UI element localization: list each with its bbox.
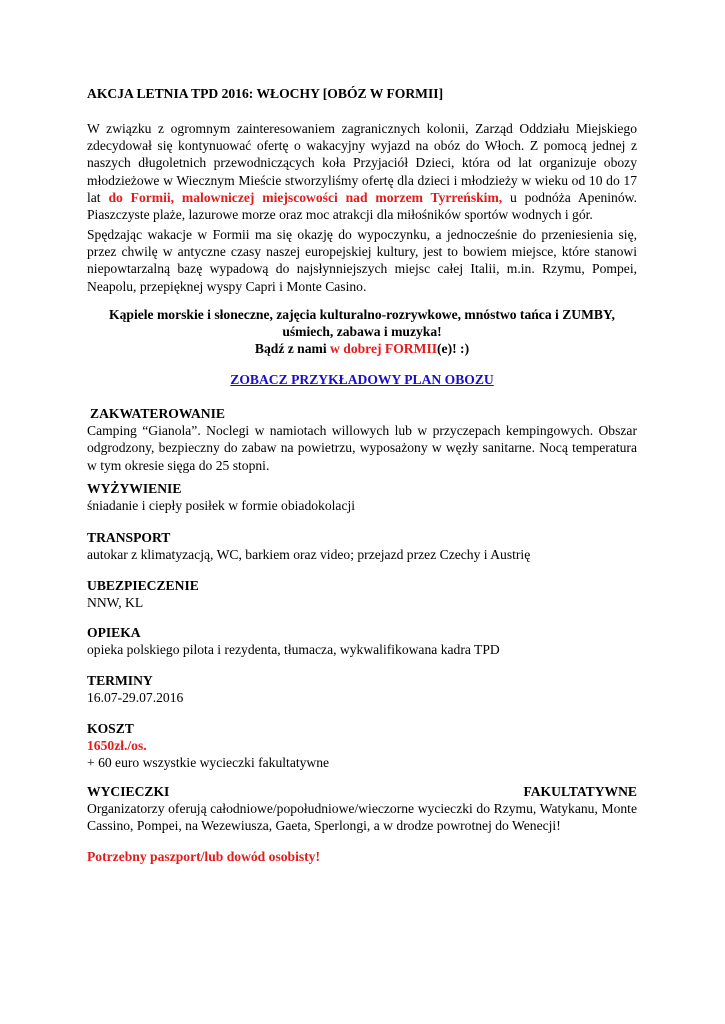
section-wyzywienie bbox=[87, 480, 637, 514]
section-heading: UBEZPIECZENIE bbox=[87, 578, 199, 593]
intro-text-after: u podnóża Apeninów. Piaszczyste plaże, lazurowe morze oraz moc atrakcji dla miłośników sportów wodnych i gór. bbox=[87, 189, 637, 223]
section-text: Organizatorzy oferują całodniowe/popołudniowe/wieczorne wycieczki do Rzymu, Watykanu, Monte Cassino, Pompei, na Wezewiusza, Gaeta, Sperlongi, a w drodze powrotnej do Wenecji! bbox=[87, 801, 637, 834]
section-opieka bbox=[87, 624, 637, 658]
section-heading: TERMINY bbox=[87, 673, 153, 688]
section-transport bbox=[87, 529, 637, 563]
slogan-line-3-after: (e)! :) bbox=[437, 341, 470, 357]
price-extra: + 60 euro wszystkie wycieczki fakultatywne bbox=[87, 755, 330, 771]
plan-link[interactable]: ZOBACZ PRZYKŁADOWY PLAN OBOZU bbox=[230, 372, 494, 387]
slogan-block bbox=[87, 306, 637, 358]
document-title: AKCJA LETNIA TPD 2016: WŁOCHY [OBÓZ W FORMII] bbox=[87, 86, 444, 101]
slogan-line-3-red: w dobrej FORMII bbox=[330, 341, 438, 357]
section-wycieczki bbox=[87, 783, 637, 835]
intro-highlight: do Formii, malowniczej miejscowości nad morzem Tyrreńskim, bbox=[108, 189, 503, 205]
section-heading: TRANSPORT bbox=[87, 530, 171, 545]
section-text: 16.07-29.07.2016 bbox=[87, 690, 184, 706]
section-text: autokar z klimatyzacją, WC, barkiem oraz video; przejazd przez Czechy i Austrię bbox=[87, 547, 531, 563]
intro-text-before: W związku z ogromnym zainteresowaniem zagranicznych kolonii, Zarząd Oddziału Miejskiego zdecydował się kontynuować ofertę o wakacyjny wyjazd na obóz do Włoch. Z pomocą jednej z naszych długoletnich przewodniczących koła Przyjaciół Dzieci, która od lat organizuje obozy młodzieżowe w Wiecznym Mieście stworzyliśmy ofertę dla dzieci i młodzieży w wieku od 10 do 17 lat bbox=[87, 121, 637, 205]
document-requirement-note: Potrzebny paszport/lub dowód osobisty! bbox=[87, 849, 321, 864]
section-heading: WYŻYWIENIE bbox=[87, 481, 182, 496]
slogan-line-1: Kąpiele morskie i słoneczne, zajęcia kulturalno-rozrywkowe, mnóstwo tańca i ZUMBY, bbox=[109, 307, 615, 322]
slogan-line-3 bbox=[87, 340, 637, 357]
section-koszt bbox=[87, 720, 637, 772]
price-value: 1650zł./os. bbox=[87, 738, 147, 754]
section-text: śniadanie i ciepły posiłek w formie obiadokolacji bbox=[87, 498, 356, 514]
section-heading: ZAKWATEROWANIE bbox=[90, 406, 225, 421]
section-heading: OPIEKA bbox=[87, 625, 141, 640]
section-heading bbox=[87, 783, 637, 800]
section-terminy bbox=[87, 672, 637, 706]
section-heading-left: WYCIECZKI bbox=[87, 784, 170, 799]
plan-link-line bbox=[87, 371, 637, 388]
section-ubezpieczenie bbox=[87, 577, 637, 611]
section-heading-right: FAKULTATYWNE bbox=[523, 784, 637, 799]
slogan-line-2: uśmiech, zabawa i muzyka! bbox=[282, 324, 442, 340]
section-text: NNW, KL bbox=[87, 595, 144, 611]
section-text: Camping “Gianola”. Noclegi w namiotach willowych lub w przyczepach kempingowych. Obszar odgrodzony, bezpieczny do zabaw na powietrzu, wyposażony w węzły sanitarne. Nocą temperatura w tym okresie sięga do 25 stopni. bbox=[87, 423, 637, 473]
section-text: opieka polskiego pilota i rezydenta, tłumacza, wykwalifikowana kadra TPD bbox=[87, 642, 500, 658]
formia-paragraph: Spędzając wakacje w Formii ma się okazję do wypoczynku, a jednocześnie do przeniesienia się, przez chwilę w antyczne czasy naszej europejskiej kultury, jest to bowiem miejsce, które stanowi niepowtarzalną bazę wypadową do najsłynniejszych miejsc całej Italii, m.in. Rzymu, Pompei, Neapolu, przepięknej wyspy Capri i Monte Casino. bbox=[87, 227, 637, 294]
intro-paragraph bbox=[87, 120, 637, 223]
slogan-line-3-before: Bądź z nami bbox=[254, 341, 331, 357]
section-zakwaterowanie bbox=[87, 405, 637, 474]
section-heading: KOSZT bbox=[87, 721, 134, 736]
